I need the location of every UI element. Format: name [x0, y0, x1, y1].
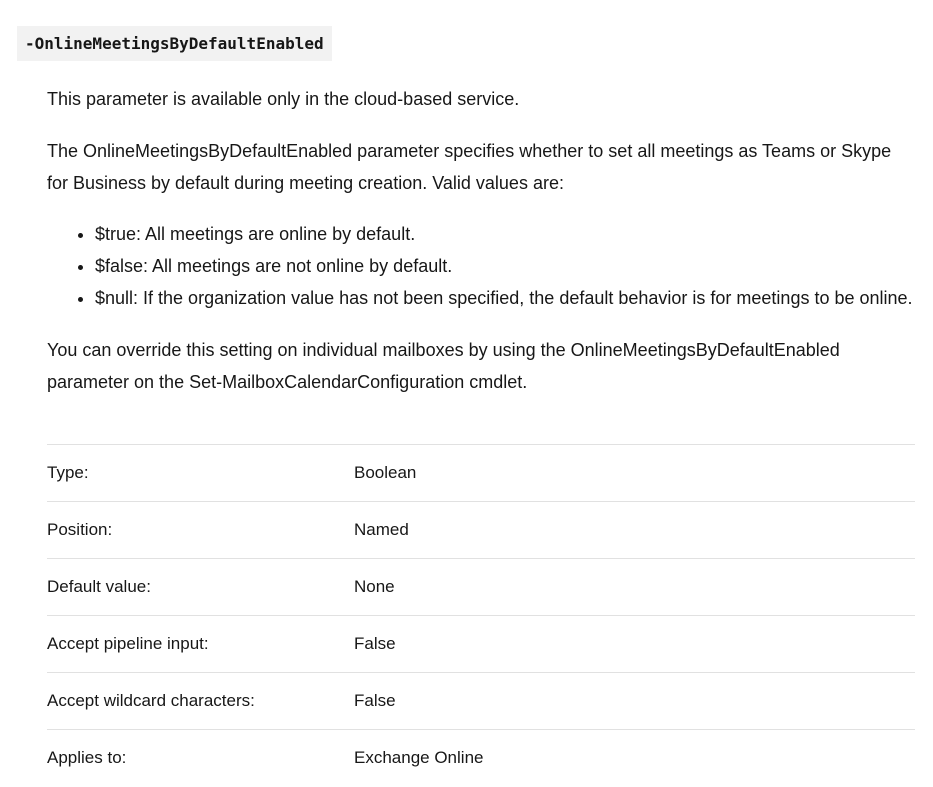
property-label: Position: — [47, 502, 354, 559]
property-label: Default value: — [47, 559, 354, 616]
list-item: • $null: If the organization value has not been specified, the default behavior is for meetings to be online. — [95, 282, 915, 314]
properties-table — [47, 444, 915, 786]
parameter-heading — [17, 26, 332, 61]
table-row — [47, 559, 915, 616]
property-value: False — [354, 673, 915, 730]
table-row — [47, 502, 915, 559]
valid-values-list — [47, 218, 915, 314]
table-row — [47, 673, 915, 730]
parameter-summary: The OnlineMeetingsByDefaultEnabled parameter specifies whether to set all meetings as Teams or Skype for Business by default during meeting creation. Valid values are: — [47, 141, 892, 193]
property-value: Named — [354, 502, 915, 559]
list-item: • $false: All meetings are not online by default. — [95, 250, 915, 282]
list-item: • $true: All meetings are online by default. — [95, 218, 915, 250]
property-label: Accept pipeline input: — [47, 616, 354, 673]
availability-note: This parameter is available only in the cloud-based service. — [47, 89, 520, 109]
table-row — [47, 445, 915, 502]
property-label: Type: — [47, 445, 354, 502]
parameter-name: -OnlineMeetingsByDefaultEnabled — [25, 34, 324, 53]
property-value: False — [354, 616, 915, 673]
property-value: Boolean — [354, 445, 915, 502]
property-value: Exchange Online — [354, 730, 915, 787]
table-row — [47, 616, 915, 673]
table-row — [47, 730, 915, 787]
override-note: You can override this setting on individual mailboxes by using the OnlineMeetingsByDefaultEnabled parameter on the Set-MailboxCalendarConfiguration cmdlet. — [47, 340, 840, 392]
parameter-description — [47, 80, 915, 398]
property-label: Applies to: — [47, 730, 354, 787]
property-value: None — [354, 559, 915, 616]
property-label: Accept wildcard characters: — [47, 673, 354, 730]
